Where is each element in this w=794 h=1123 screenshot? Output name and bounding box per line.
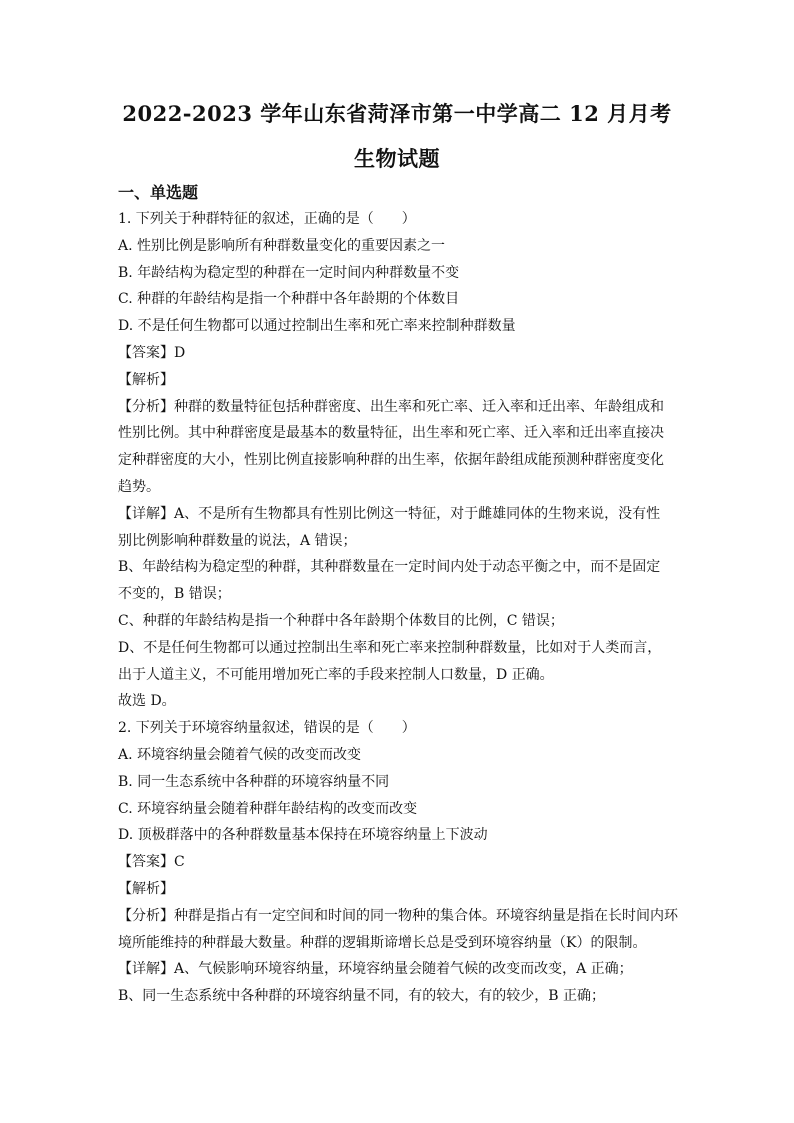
question-1-option-b: B. 年龄结构为稳定型的种群在一定时间内种群数量不变 — [118, 264, 460, 281]
section-heading: 一、单选题 — [118, 183, 199, 202]
body-line: 趋势。 — [118, 478, 160, 495]
body-line: C、种群的年龄结构是指一个种群中各年龄期个体数目的比例，C 错误； — [118, 612, 564, 629]
body-line: 【详解】A、不是所有生物都具有性别比例这一特征，对于雌雄同体的生物来说，没有性 — [118, 505, 661, 522]
body-line: 定种群密度的大小，性别比例直接影响种群的出生率，依据年龄组成能预测种群密度变化 — [118, 452, 664, 469]
question-2-option-b: B. 同一生态系统中各种群的环境容纳量不同 — [118, 773, 390, 790]
question-1-analysis-heading: 【解析】 — [118, 371, 174, 388]
question-1-option-c: C. 种群的年龄结构是指一个种群中各年龄期的个体数目 — [118, 291, 460, 308]
question-2-analysis-heading: 【解析】 — [118, 880, 174, 897]
document-subtitle: 生物试题 — [354, 146, 440, 171]
body-line: B、年龄结构为稳定型的种群，其种群数量在一定时间内处于动态平衡之中，而不是固定 — [118, 559, 661, 576]
question-1-option-d: D. 不是任何生物都可以通过控制出生率和死亡率来控制种群数量 — [118, 318, 516, 335]
body-line: 【详解】A、气候影响环境容纳量，环境容纳量会随着气候的改变而改变，A 正确； — [118, 961, 633, 978]
question-1-answer: 【答案】D — [118, 344, 186, 361]
body-line: 【分析】种群的数量特征包括种群密度、出生率和死亡率、迁入率和迁出率、年龄组成和 — [118, 398, 664, 415]
document-body — [118, 206, 678, 1010]
body-line: 性别比例。其中种群密度是最基本的数量特征，出生率和死亡率、迁入率和迁出率直接决 — [118, 425, 664, 442]
question-1-option-a: A. 性别比例是影响所有种群数量变化的重要因素之一 — [118, 237, 446, 254]
document-title: 2022-2023 学年山东省菏泽市第一中学高二 12 月月考 — [122, 101, 672, 126]
question-2-option-d: D. 顶极群落中的各种群数量基本保持在环境容纳量上下波动 — [118, 827, 488, 844]
body-line: 出于人道主义，不可能用增加死亡率的手段来控制人口数量，D 正确。 — [118, 666, 554, 683]
question-2-option-c: C. 环境容纳量会随着种群年龄结构的改变而改变 — [118, 800, 418, 817]
question-2-option-a: A. 环境容纳量会随着气候的改变而改变 — [118, 746, 362, 763]
question-2-answer: 【答案】C — [118, 854, 185, 871]
body-line: 境所能维持的种群最大数量。种群的逻辑斯谛增长总是受到环境容纳量（K）的限制。 — [118, 934, 647, 951]
body-line: D、不是任何生物都可以通过控制出生率和死亡率来控制种群数量，比如对于人类而言， — [118, 639, 662, 656]
question-1-conclusion: 故选 D。 — [118, 693, 176, 710]
question-1-stem: 1. 下列关于种群特征的叙述，正确的是（ ） — [118, 211, 416, 227]
body-line: B、同一生态系统中各种群的环境容纳量不同，有的较大，有的较少，B 正确； — [118, 988, 606, 1005]
body-line: 不变的，B 错误； — [118, 586, 231, 603]
question-2-stem: 2. 下列关于环境容纳量叙述，错误的是（ ） — [118, 720, 416, 737]
body-line: 别比例影响种群数量的说法，A 错误； — [118, 532, 357, 549]
body-line: 【分析】种群是指占有一定空间和时间的同一物种的集合体。环境容纳量是指在长时间内环 — [118, 907, 678, 924]
